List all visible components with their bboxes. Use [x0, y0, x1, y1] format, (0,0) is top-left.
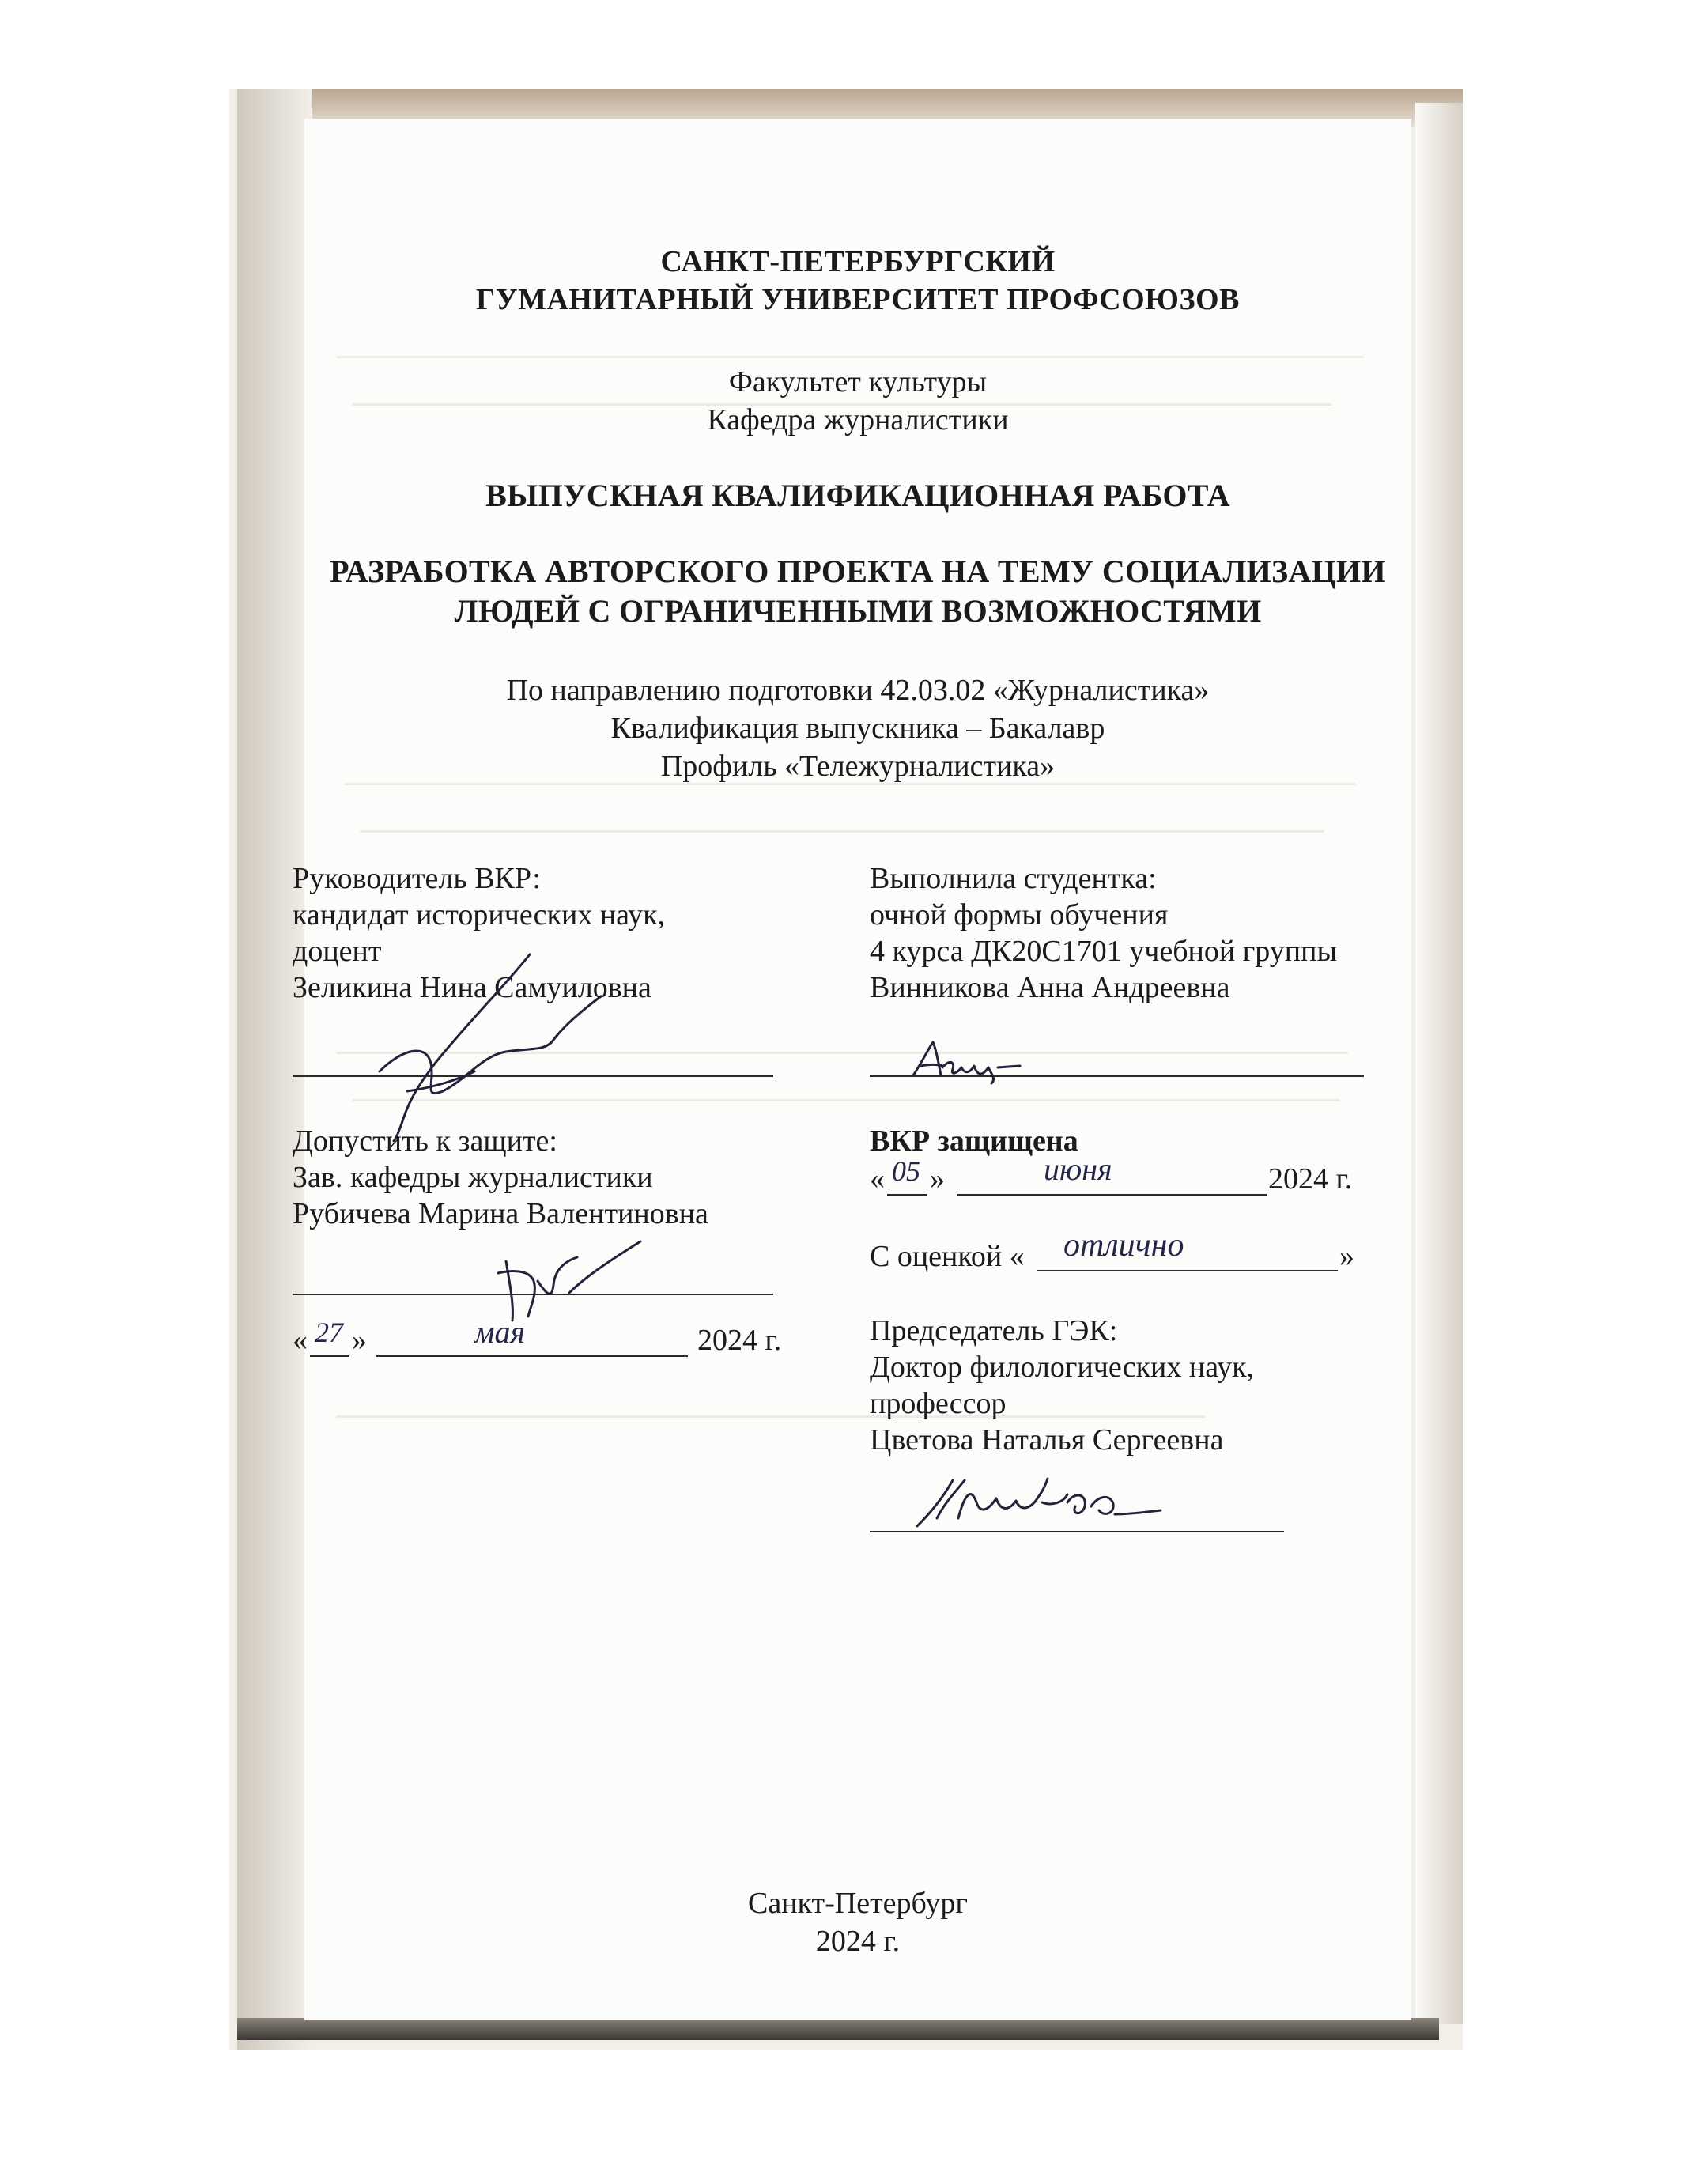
- defense-date-open: «: [870, 1162, 885, 1196]
- supervisor-degree: кандидат исторических наук,: [293, 898, 666, 931]
- work-title-line2: ЛЮДЕЙ С ОГРАНИЧЕННЫМИ ВОЗМОЖНОСТЯМИ: [454, 593, 1262, 629]
- head-of-department-position: Зав. кафедры журналистики: [293, 1161, 653, 1194]
- commission-chair-name: Цветова Наталья Сергеевна: [870, 1423, 1224, 1457]
- student-group: 4 курса ДК20С1701 учебной группы: [870, 935, 1338, 968]
- head-of-department-name: Рубичева Марина Валентиновна: [293, 1197, 708, 1230]
- student-study-form: очной формы обучения: [870, 898, 1169, 931]
- admission-date-day: 27: [315, 1317, 343, 1348]
- city: Санкт-Петербург: [747, 1887, 969, 1920]
- year: 2024 г.: [815, 1925, 901, 1958]
- grade-suffix: »: [1339, 1240, 1354, 1273]
- head-signature: [490, 1237, 648, 1324]
- study-profile: Профиль «Тележурналистика»: [660, 750, 1056, 783]
- supervisor-signature: [348, 953, 617, 1143]
- qualification: Квалификация выпускника – Бакалавр: [610, 712, 1105, 745]
- work-type: ВЫПУСКНАЯ КВАЛИФИКАЦИОННАЯ РАБОТА: [485, 478, 1230, 513]
- admission-month-underline: [376, 1355, 688, 1357]
- bleed-through: [360, 830, 1324, 833]
- student-signature: [909, 1036, 1028, 1083]
- scan-right-shadow: [1415, 103, 1463, 2024]
- commission-label: Председатель ГЭК:: [870, 1314, 1118, 1347]
- defense-date-month: июня: [1044, 1151, 1112, 1187]
- commission-signature: [909, 1471, 1162, 1534]
- defense-month-underline: [957, 1194, 1267, 1196]
- department-name: Кафедра журналистики: [707, 403, 1009, 436]
- admission-date-close: »: [352, 1324, 367, 1357]
- admission-label: Допустить к защите:: [293, 1124, 557, 1158]
- commission-degree: Доктор филологических наук,: [870, 1351, 1255, 1384]
- supervisor-rank: доцент: [293, 935, 382, 968]
- faculty-name: Факультет культуры: [728, 365, 988, 399]
- student-label: Выполнила студентка:: [870, 862, 1157, 895]
- scan-bottom-edge: [237, 2018, 1439, 2040]
- defense-day-underline: [887, 1194, 927, 1196]
- grade-value: отлично: [1063, 1227, 1184, 1264]
- student-block: [870, 860, 1337, 1006]
- study-direction: По направлению подготовки 42.03.02 «Журналистика»: [506, 674, 1210, 707]
- university-name-line2: ГУМАНИТАРНЫЙ УНИВЕРСИТЕТ ПРОФСОЮЗОВ: [476, 283, 1240, 316]
- defense-date-year: 2024 г.: [1268, 1162, 1353, 1196]
- scan-left-shadow: [237, 89, 312, 2050]
- admission-date-open: «: [293, 1324, 308, 1357]
- grade-underline: [1037, 1270, 1338, 1271]
- admission-date-month: мая: [474, 1314, 526, 1350]
- supervisor-name: Зеликина Нина Самуиловна: [293, 971, 651, 1004]
- bleed-through: [336, 356, 1364, 358]
- admission-block: [293, 1123, 708, 1232]
- supervisor-label: Руководитель ВКР:: [293, 862, 541, 895]
- admission-date-year: 2024 г.: [697, 1324, 782, 1357]
- commission-block: [870, 1313, 1254, 1458]
- defense-date-close: »: [930, 1162, 945, 1196]
- defense-date-day: 05: [892, 1155, 920, 1187]
- defense-label: ВКР защищена: [870, 1124, 1078, 1158]
- university-name-line1: САНКТ-ПЕТЕРБУРГСКИЙ: [660, 245, 1056, 278]
- commission-rank: профессор: [870, 1387, 1007, 1420]
- student-name: Винникова Анна Андреевна: [870, 971, 1230, 1004]
- work-title-line1: РАЗРАБОТКА АВТОРСКОГО ПРОЕКТА НА ТЕМУ СОЦИАЛИЗАЦИИ: [330, 554, 1386, 589]
- grade-prefix: С оценкой «: [870, 1240, 1025, 1273]
- admission-day-underline: [310, 1355, 349, 1357]
